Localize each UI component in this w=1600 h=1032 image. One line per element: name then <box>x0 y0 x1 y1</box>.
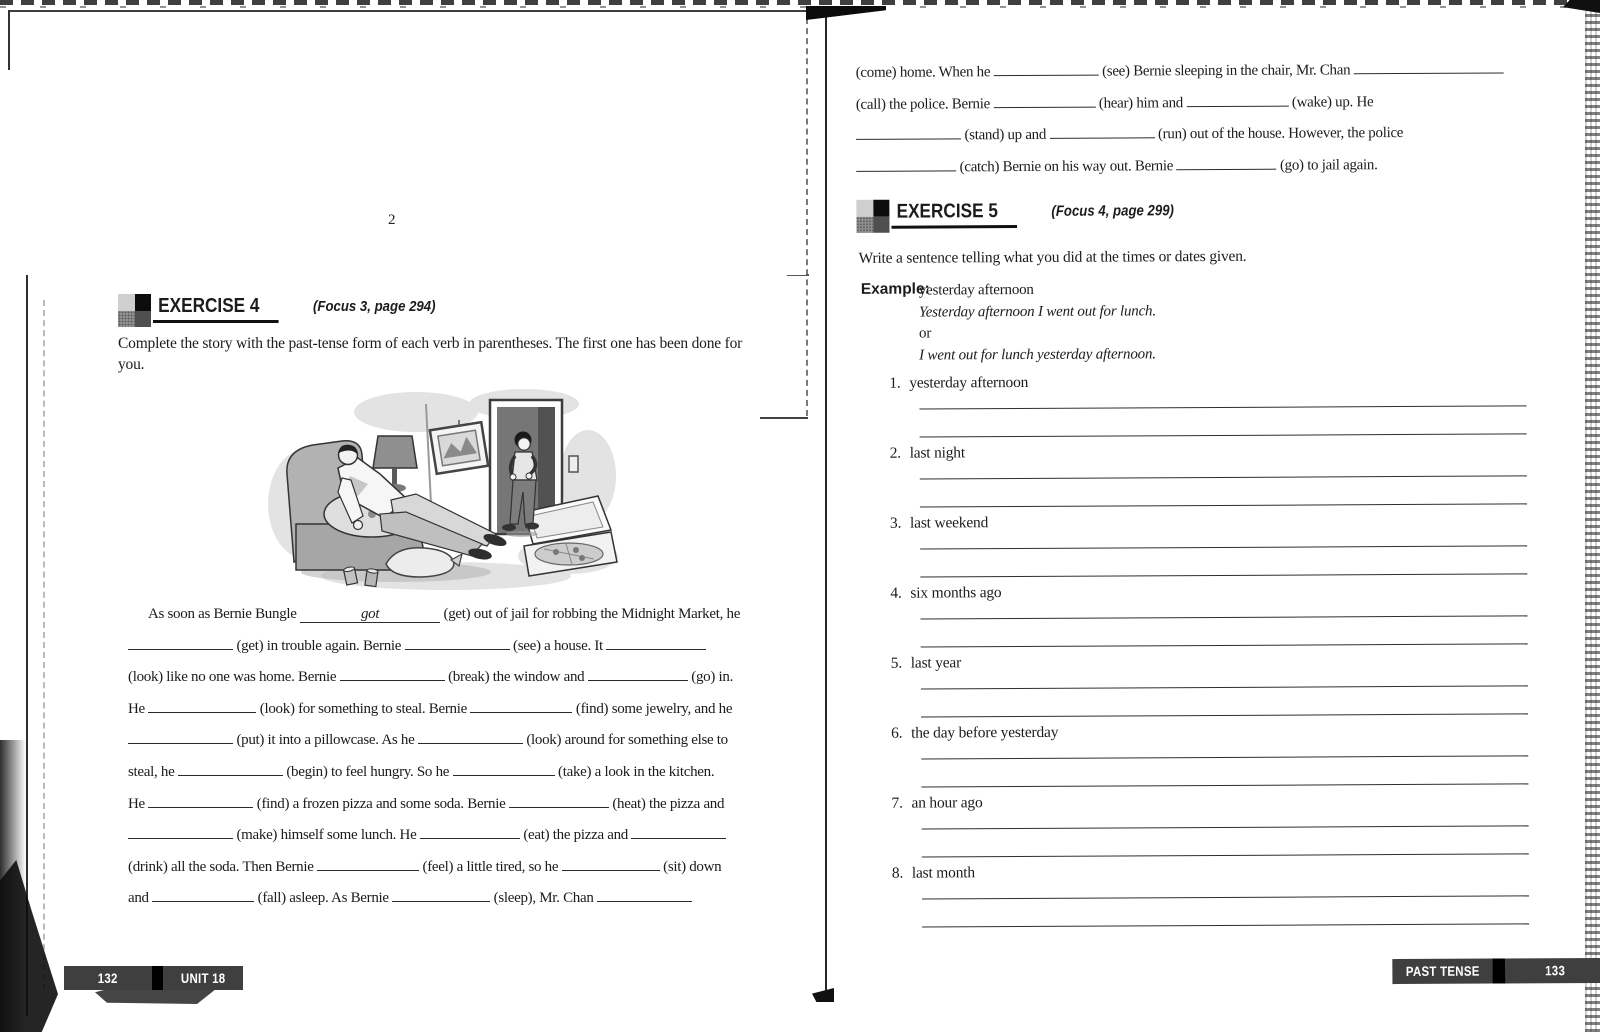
item-label-row <box>890 582 1540 601</box>
answer-line[interactable] <box>922 895 1529 899</box>
answer-line[interactable] <box>920 573 1527 577</box>
story-text: (look) around for something else to <box>522 732 728 749</box>
example-sentence-2: I went out for lunch yesterday afternoon. <box>919 345 1156 364</box>
fill-in-blank[interactable] <box>152 886 254 902</box>
story-text: (look) like no one was home. Bernie <box>128 669 340 686</box>
page-number-badge: 132 <box>64 966 152 990</box>
story-text: (make) himself some lunch. He <box>233 827 420 844</box>
example-label: Example: <box>860 280 930 298</box>
story-line <box>128 725 788 757</box>
story-line <box>128 631 788 663</box>
footer-divider <box>1492 958 1505 983</box>
story-text: (hear) him and <box>1095 94 1187 112</box>
story-line <box>128 662 788 694</box>
story-text: (stand) up and <box>960 127 1050 144</box>
fill-in-blank[interactable] <box>340 665 445 681</box>
story-text: (call) the police. Bernie <box>855 95 994 113</box>
fill-in-blank[interactable] <box>128 634 233 650</box>
story-text: (come) home. When he <box>855 64 994 81</box>
fill-in-blank[interactable] <box>392 886 490 902</box>
item-number: 2. <box>889 444 901 462</box>
item-label-row <box>890 442 1540 461</box>
fill-in-blank[interactable] <box>453 760 555 776</box>
left-page-footer <box>64 966 243 990</box>
item-label-row <box>891 792 1541 811</box>
story-text: (run) out of the house. However, the police <box>1154 125 1404 143</box>
answer-line[interactable] <box>921 783 1528 787</box>
story-text: (get) in trouble again. Bernie <box>233 637 405 654</box>
answer-line[interactable] <box>922 825 1529 829</box>
fill-in-blank[interactable] <box>606 634 706 650</box>
answer-line[interactable] <box>920 475 1527 479</box>
answer-line[interactable] <box>921 713 1528 717</box>
item-number: 1. <box>889 374 901 392</box>
item-number: 5. <box>890 654 903 672</box>
story-text: (feel) a little tired, so he <box>419 858 562 875</box>
fill-in-blank[interactable] <box>856 155 956 172</box>
story-line <box>128 820 788 852</box>
story-text: (take) a look in the kitchen. <box>554 763 715 780</box>
fill-in-blank[interactable] <box>562 855 660 871</box>
example-prompt: yesterday afternoon <box>918 281 1034 299</box>
page-number-badge: 133 <box>1505 958 1600 984</box>
fill-in-blank[interactable] <box>1176 153 1276 170</box>
story-line <box>856 149 1586 184</box>
story-fill-in <box>128 599 788 915</box>
story-line <box>128 883 788 915</box>
exercise5-item <box>892 862 1542 935</box>
answer-line[interactable] <box>919 405 1526 409</box>
story-illustration <box>266 384 622 592</box>
example-sentence-1: Yesterday afternoon I went out for lunch. <box>918 302 1156 321</box>
exercise5-items <box>889 372 1542 935</box>
story-text: (break) the window and <box>444 669 588 686</box>
fill-in-blank[interactable] <box>148 697 256 713</box>
story-text: (eat) the pizza and <box>519 827 632 844</box>
story-text: (put) it into a pillowcase. As he <box>233 732 418 749</box>
item-prompt: last weekend <box>909 514 989 532</box>
answer-line[interactable] <box>920 433 1527 437</box>
item-label-row <box>892 862 1542 881</box>
story-text: (see) Bernie sleeping in the chair, Mr. Chan <box>1098 62 1354 80</box>
fill-in-blank[interactable] <box>588 665 688 681</box>
story-line <box>128 757 788 789</box>
right-page-footer <box>1392 958 1600 984</box>
story-text: (heat) the pizza and <box>608 795 725 812</box>
item-label-row <box>891 722 1541 741</box>
exercise5-header <box>856 198 1190 233</box>
story-text: (fall) asleep. As Bernie <box>254 890 393 907</box>
story-text: (wake) up. He <box>1288 93 1374 111</box>
fill-in-blank[interactable] <box>994 60 1099 77</box>
fill-in-blank[interactable] <box>418 728 523 744</box>
fill-in-blank[interactable] <box>597 886 692 902</box>
story-text: (catch) Bernie on his way out. Bernie <box>956 157 1177 176</box>
exercise5-instructions: Write a sentence telling what you did at the times or dates given. <box>858 247 1247 267</box>
item-prompt: the day before yesterday <box>911 723 1059 742</box>
story-line <box>128 852 788 884</box>
item-prompt: yesterday afternoon <box>909 373 1029 392</box>
story-text: and <box>128 890 153 907</box>
story-line <box>856 86 1586 121</box>
story-text: (find) a frozen pizza and some soda. Bernie <box>253 795 509 812</box>
item-number: 3. <box>889 514 902 532</box>
fill-in-blank[interactable]: got <box>300 607 440 623</box>
exercise4-title: EXERCISE 4 <box>153 295 278 323</box>
fill-in-blank[interactable] <box>1186 90 1288 107</box>
item-label-row <box>890 512 1540 531</box>
story-text: steal, he <box>128 763 178 780</box>
fill-in-blank[interactable] <box>631 823 726 839</box>
fill-in-blank[interactable] <box>178 760 283 776</box>
example-content <box>919 279 1156 366</box>
item-number: 7. <box>891 794 903 812</box>
story-line <box>128 599 788 631</box>
exercise5-title: EXERCISE 5 <box>891 200 1017 229</box>
answer-line[interactable] <box>921 643 1528 647</box>
exercise5-item <box>891 722 1541 795</box>
fill-in-blank[interactable] <box>128 728 233 744</box>
right-page <box>827 0 1600 1032</box>
story-text: (get) out of jail for robbing the Midnight Market, he <box>440 606 741 622</box>
exercise5-item <box>891 792 1541 865</box>
fill-in-blank[interactable] <box>1354 57 1504 74</box>
story-text: (go) in. <box>687 669 734 686</box>
exercise4-header <box>118 294 452 327</box>
exercise5-item <box>890 512 1540 585</box>
item-prompt: last month <box>911 864 975 882</box>
exercise5-focus-reference: (Focus 4, page 299) <box>1051 202 1174 220</box>
story-text: (sit) down <box>659 858 722 875</box>
answer-line[interactable] <box>921 615 1528 619</box>
answer-line[interactable] <box>920 503 1527 507</box>
fill-in-blank[interactable] <box>420 823 520 839</box>
exercise5-item <box>890 442 1540 515</box>
story-text: (find) some jewelry, and he <box>572 700 733 717</box>
item-number: 8. <box>891 864 904 882</box>
answer-line[interactable] <box>922 923 1529 927</box>
story-line <box>128 694 788 726</box>
story-text: He <box>128 795 149 812</box>
story-line <box>856 117 1586 152</box>
fill-in-blank[interactable] <box>405 634 510 650</box>
fill-in-blank[interactable] <box>470 697 572 713</box>
exercise4-focus-reference: (Focus 3, page 294) <box>312 298 436 315</box>
item-number: 4. <box>890 584 902 602</box>
story-text: (look) for something to steal. Bernie <box>256 700 471 717</box>
story-text: He <box>128 700 149 717</box>
story-text: (sleep), Mr. Chan <box>490 890 597 907</box>
item-prompt: last night <box>909 444 965 462</box>
fill-in-blank[interactable] <box>856 124 961 141</box>
story-text: (begin) to feel hungry. So he <box>282 763 453 780</box>
story-text: As soon as Bernie Bungle <box>148 606 301 622</box>
exercise5-item <box>889 372 1539 445</box>
section-badge: PAST TENSE <box>1392 959 1492 985</box>
answer-line[interactable] <box>922 853 1529 857</box>
item-label-row <box>889 372 1539 391</box>
fill-in-blank[interactable] <box>148 792 253 808</box>
checkerboard-icon <box>856 200 889 233</box>
story-text: (go) to jail again. <box>1276 156 1378 174</box>
item-prompt: six months ago <box>910 584 1002 602</box>
overlay-page-number: 2 <box>388 212 396 228</box>
answer-line[interactable] <box>921 685 1528 689</box>
answer-line[interactable] <box>920 545 1527 549</box>
fill-in-blank[interactable] <box>128 823 233 839</box>
item-prompt: last year <box>910 654 962 672</box>
story-line <box>856 54 1586 89</box>
item-prompt: an hour ago <box>911 794 983 812</box>
story-text: (drink) all the soda. Then Bernie <box>128 858 318 875</box>
exercise5-item <box>891 652 1541 725</box>
answer-line[interactable] <box>921 755 1528 759</box>
example-or: or <box>918 325 932 342</box>
exercise4-instructions: Complete the story with the past-tense form of each verb in parentheses. The first one has been done for you. <box>118 335 743 373</box>
story-continuation <box>856 54 1587 184</box>
item-number: 6. <box>891 724 903 742</box>
unit-badge: UNIT 18 <box>163 966 243 990</box>
story-text: (see) a house. It <box>509 637 607 654</box>
footer-divider <box>152 966 163 990</box>
fill-in-blank[interactable] <box>509 792 609 808</box>
fill-in-blank[interactable] <box>317 855 419 871</box>
fill-in-blank[interactable] <box>993 91 1095 108</box>
story-line <box>128 789 788 821</box>
checkerboard-icon <box>118 294 151 327</box>
item-label-row <box>891 652 1541 671</box>
exercise5-item <box>890 582 1540 655</box>
fill-in-blank[interactable] <box>1049 122 1154 139</box>
